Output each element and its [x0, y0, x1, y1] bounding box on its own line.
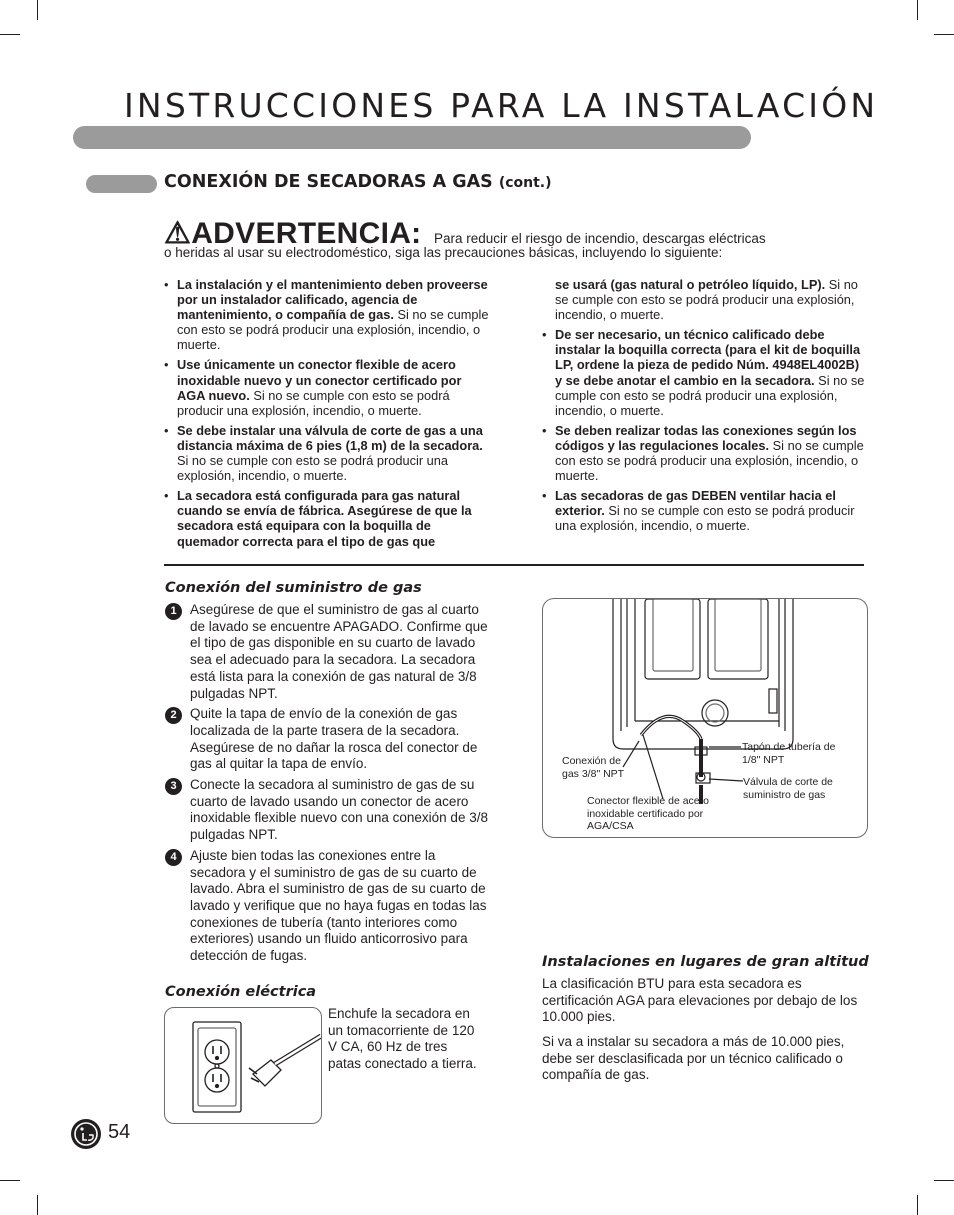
gas-supply-heading: Conexión del suministro de gas — [165, 580, 422, 596]
warning-bullet — [542, 277, 868, 322]
step-number-badge: 2 — [165, 707, 182, 724]
label-shutoff-valve: Válvula de corte de suministro de gas — [743, 776, 833, 801]
warning-bullet-bold: Use únicamente un conector flexible de acero inoxidable nuevo y un conector certificado por AGA nuevo. — [177, 357, 462, 403]
warning-bullet-bold: La secadora está configurada para gas natural cuando se envía de fábrica. Asegúrese de que la secadora está equipara con la boquilla de quemador correcta para el tipo de gas que — [177, 488, 472, 549]
section-pill — [86, 175, 157, 193]
warning-bullets-right — [542, 277, 868, 539]
warning-icon: ⚠ — [164, 217, 192, 250]
warning-bullet-bold: La instalación y el mantenimiento deben proveerse por un instalador calificado, agencia de mantenimiento, o compañía de gas. — [177, 277, 488, 323]
warning-bullet-bold: Se deben realizar todas las conexiones según los códigos y las regulaciones locales. — [555, 422, 857, 453]
lg-logo-icon — [71, 1119, 101, 1149]
label-flex-connector: Conector flexible de acero inoxidable certificado por AGA/CSA — [587, 795, 709, 832]
outlet-illustration — [165, 1008, 321, 1123]
warning-intro-line2: o heridas al usar su electrodoméstico, siga las precauciones básicas, incluyendo lo siguiente: — [164, 245, 723, 260]
warning-bullet — [164, 423, 490, 483]
warning-word: ADVERTENCIA: — [191, 217, 422, 250]
section-title-suffix: (cont.) — [498, 175, 552, 191]
electrical-text: Enchufe la secadora en un tomacorriente de 120 V CA, 60 Hz de tres patas conectado a tierra. — [328, 1006, 477, 1072]
label-pipe-plug: Tapón de tubería de 1/8" NPT — [742, 741, 836, 766]
altitude-para-2: Si va a instalar su secadora a más de 10.000 pies, debe ser desclasificada por un técnico calificado o compañía de gas. — [542, 1034, 845, 1083]
crop-mark — [934, 1180, 954, 1181]
crop-mark — [0, 34, 20, 35]
warning-bullet-text: Si no se cumple con esto se podrá producir una explosión, incendio, o muerte. — [555, 503, 855, 534]
gas-supply-steps — [165, 602, 490, 969]
crop-mark — [917, 0, 918, 20]
step-number-badge: 1 — [165, 603, 182, 620]
warning-bullets-left — [164, 277, 490, 554]
warning-bullet — [164, 277, 490, 352]
crop-mark — [37, 0, 38, 20]
page-title: INSTRUCCIONES PARA LA INSTALACIÓN — [124, 86, 879, 125]
warning-bullet-bold: Se debe instalar una válvula de corte de gas a una distancia máxima de 6 pies (1,8 m) de la secadora. — [177, 422, 483, 453]
altitude-para-1: La clasificación BTU para esta secadora es certificación AGA para elevaciones por debajo de los 10.000 pies. — [542, 976, 858, 1025]
crop-mark — [0, 1180, 20, 1181]
gas-supply-step — [165, 602, 490, 702]
warning-bullet-text: Si no se cumple con esto se podrá producir una explosión, incendio, o muerte. — [555, 372, 865, 418]
crop-mark — [37, 1195, 38, 1215]
warning-bullet-text: Si no se cumple con esto se podrá producir una explosión, incendio, o muerte. — [177, 307, 489, 353]
crop-mark — [934, 34, 954, 35]
lg-logo-mark — [71, 1119, 101, 1149]
warning-bullet-text: Si no se cumple con esto se podrá producir una explosión, incendio, o muerte. — [177, 387, 450, 418]
warning-bullet — [542, 327, 868, 418]
dryer-gas-connection-figure — [542, 598, 868, 838]
warning-bullet-bold: se usará (gas natural o petróleo líquido, LP). — [555, 277, 826, 292]
altitude-heading: Instalaciones en lugares de gran altitud — [542, 954, 869, 970]
title-bar — [73, 126, 751, 149]
page-number: 54 — [108, 1121, 131, 1143]
step-text: Conecte la secadora al suministro de gas de su cuarto de lavado usando un conector de acero inoxidable flexible nuevo con una conexión de 3/8 pulgadas NPT. — [190, 777, 488, 843]
crop-mark — [917, 1195, 918, 1215]
section-title-text: CONEXIÓN DE SECADORAS A GAS — [164, 172, 493, 192]
divider — [164, 564, 864, 566]
step-number-badge: 4 — [165, 849, 182, 866]
step-text: Asegúrese de que el suministro de gas al cuarto de lavado se encuentre APAGADO. Confirme que el tipo de gas disponible en su cuarto de lavado sea el adecuado para la secadora. La secadora está lista para la conexión de gas natural de 3/8 pulgadas NPT. — [190, 602, 488, 701]
warning-bullet — [164, 488, 490, 548]
label-gas-connection: Conexión de gas 3/8" NPT — [562, 755, 625, 780]
warning-bullet-text: Si no se cumple con esto se podrá producir una explosión, incendio, o muerte. — [555, 277, 858, 323]
section-title — [164, 172, 552, 192]
warning-bullet-bold: De ser necesario, un técnico calificado debe instalar la boquilla correcta (para el kit de boquilla LP, ordene la pieza de pedido Núm. 4948EL4002B) y se debe anotar el cambio en la secadora. — [555, 327, 861, 388]
warning-bullet — [164, 357, 490, 417]
warning-bullet — [542, 488, 868, 533]
outlet-figure — [164, 1007, 322, 1124]
step-text: Quite la tapa de envío de la conexión de gas localizada de la parte trasera de la secadora. Asegúrese de no dañar la rosca del conector de gas al quitar la tapa de envío. — [190, 706, 478, 772]
gas-supply-step — [165, 848, 490, 965]
gas-supply-step — [165, 706, 490, 773]
warning-intro: Para reducir el riesgo de incendio, descargas eléctricas — [433, 231, 766, 246]
warning-bullet-text: Si no se cumple con esto se podrá producir una explosión, incendio, o muerte. — [177, 453, 449, 484]
electrical-heading: Conexión eléctrica — [165, 984, 317, 1000]
gas-supply-step — [165, 777, 490, 844]
warning-bullet-bold: Las secadoras de gas DEBEN ventilar hacia el exterior. — [555, 488, 836, 519]
step-text: Ajuste bien todas las conexiones entre la secadora y el suministro de gas de su cuarto de lavado. Abra el suministro de gas de su cuarto de lavado y verifique que no haya fugas en todas las conexiones de tubería (tanto interiores como exteriores) usando un fluido anticorrosivo para detección de fugas. — [190, 847, 487, 964]
step-number-badge: 3 — [165, 778, 182, 795]
warning-bullet — [542, 423, 868, 483]
warning-bullet-text: Si no se cumple con esto se podrá producir una explosión, incendio, o muerte. — [555, 437, 864, 484]
